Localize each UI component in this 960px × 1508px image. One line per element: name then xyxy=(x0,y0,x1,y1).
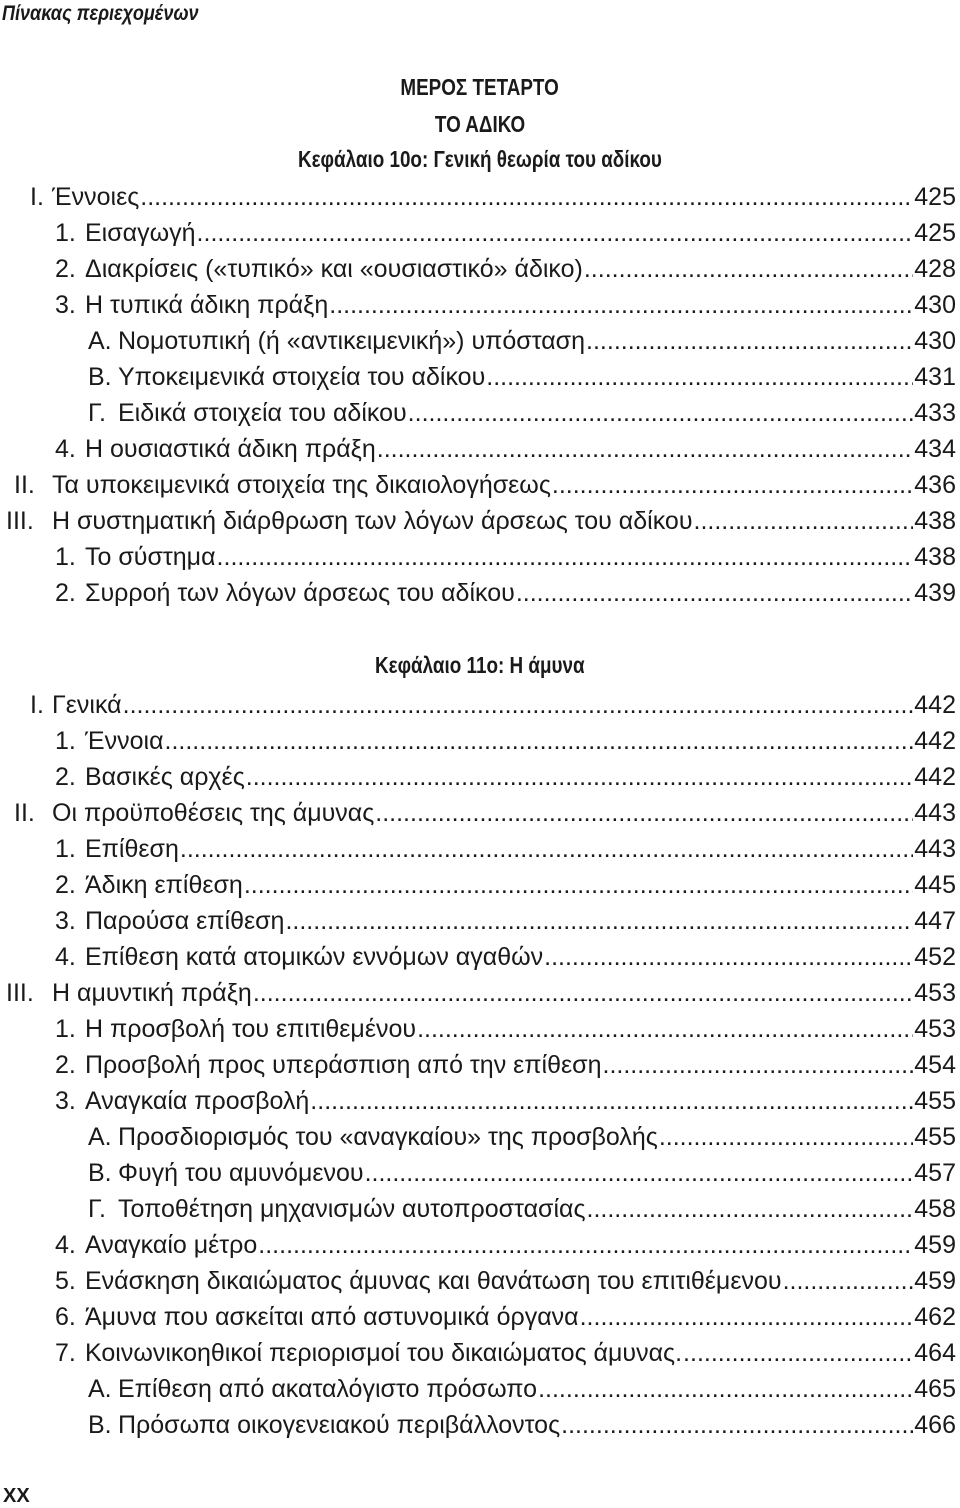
entry-page: 433 xyxy=(914,399,956,427)
entry-page: 428 xyxy=(914,255,956,283)
entry-page: 438 xyxy=(914,507,956,535)
dot-leader xyxy=(375,798,913,828)
dot-leader xyxy=(377,434,914,464)
entry-page: 442 xyxy=(914,727,956,755)
toc-entry xyxy=(88,1158,956,1188)
dot-leader xyxy=(580,1302,914,1332)
entry-page: 443 xyxy=(914,799,956,827)
entry-page: 459 xyxy=(914,1267,956,1295)
dot-leader xyxy=(538,1374,913,1404)
dot-leader xyxy=(552,470,913,500)
entry-title: Εισαγωγή xyxy=(85,219,196,247)
entry-title: Αναγκαία προσβολή xyxy=(85,1087,310,1115)
entry-number: Β. xyxy=(88,363,112,391)
entry-page: 434 xyxy=(914,435,956,463)
entry-page: 459 xyxy=(914,1231,956,1259)
toc-entry xyxy=(55,906,956,936)
entry-page: 454 xyxy=(914,1051,956,1079)
dot-leader xyxy=(417,1014,913,1044)
entry-number: 7. xyxy=(55,1339,76,1367)
entry-title: Η συστηματική διάρθρωση των λόγων άρσεως του αδίκου xyxy=(52,507,693,535)
dot-leader xyxy=(586,326,913,356)
entry-page: 464 xyxy=(914,1339,956,1367)
toc-entry xyxy=(88,326,956,356)
entry-page: 447 xyxy=(914,907,956,935)
toc-entry xyxy=(55,542,956,572)
dot-leader xyxy=(486,362,913,392)
dot-leader xyxy=(140,182,913,212)
dot-leader xyxy=(584,254,913,284)
toc-entry xyxy=(55,1086,956,1116)
entry-number: 3. xyxy=(55,1087,76,1115)
entry-title: Προσβολή προς υπεράσπιση από την επίθεση xyxy=(85,1051,602,1079)
entry-title: Διακρίσεις («τυπικό» και «ουσιαστικό» άδικο) xyxy=(85,255,583,283)
entry-title: Η ουσιαστικά άδικη πράξη xyxy=(85,435,376,463)
toc-entry xyxy=(14,470,956,500)
entry-number: 3. xyxy=(55,291,76,319)
entry-title: Ενάσκηση δικαιώματος άμυνας και θανάτωση του επιτιθέμενου xyxy=(85,1267,782,1295)
entry-page: 442 xyxy=(914,763,956,791)
entry-title: Φυγή του αμυνόμενου xyxy=(118,1159,364,1187)
toc-entry xyxy=(6,506,956,536)
dot-leader xyxy=(694,506,914,536)
entry-page: 438 xyxy=(914,543,956,571)
entry-number: 6. xyxy=(55,1303,76,1331)
entry-number: ΙΙΙ. xyxy=(6,979,34,1007)
entry-number: 4. xyxy=(55,943,76,971)
entry-title: Κοινωνικοηθικοί περιορισμοί του δικαιώματος άμυνας. xyxy=(85,1339,683,1367)
entry-title: Επίθεση xyxy=(85,835,179,863)
toc-entry xyxy=(55,1338,956,1368)
entry-number: Α. xyxy=(88,327,112,355)
dot-leader xyxy=(683,1338,913,1368)
toc-entry xyxy=(55,762,956,792)
entry-title: Άδικη επίθεση xyxy=(85,871,243,899)
entry-page: 442 xyxy=(914,691,956,719)
entry-title: Το σύστημα xyxy=(85,543,216,571)
dot-leader xyxy=(603,1050,914,1080)
entry-page: 430 xyxy=(914,327,956,355)
dot-leader xyxy=(544,942,913,972)
toc-entry xyxy=(55,834,956,864)
running-header: Πίνακας περιεχομένων xyxy=(2,2,199,25)
entry-number: 1. xyxy=(55,1015,76,1043)
toc-entry xyxy=(30,182,956,212)
entry-page: 465 xyxy=(914,1375,956,1403)
entry-page: 452 xyxy=(914,943,956,971)
entry-title: Συρροή των λόγων άρσεως του αδίκου xyxy=(85,579,515,607)
toc-entry xyxy=(55,726,956,756)
dot-leader xyxy=(253,978,913,1008)
entry-title: Η προσβολή του επιτιθεμένου xyxy=(85,1015,417,1043)
toc-entry xyxy=(88,1122,956,1152)
dot-leader xyxy=(180,834,913,864)
entry-number: Β. xyxy=(88,1411,112,1439)
toc-entry xyxy=(55,1014,956,1044)
entry-number: Γ. xyxy=(88,1195,106,1223)
entry-title: Προσδιορισμός του «αναγκαίου» της προσβολής xyxy=(118,1123,658,1151)
dot-leader xyxy=(285,906,913,936)
entry-page: 466 xyxy=(914,1411,956,1439)
dot-leader xyxy=(408,398,914,428)
entry-page: 457 xyxy=(914,1159,956,1187)
entry-title: Βασικές αρχές xyxy=(85,763,245,791)
entry-number: Α. xyxy=(88,1375,112,1403)
entry-number: ΙΙ. xyxy=(14,799,35,827)
entry-number: 1. xyxy=(55,219,76,247)
chapter-11-title: Κεφάλαιο 11ο: Η άμυνα xyxy=(375,652,585,678)
entry-page: 455 xyxy=(914,1123,956,1151)
dot-leader xyxy=(123,690,914,720)
page-number: XX xyxy=(3,1485,30,1507)
toc-entry xyxy=(55,254,956,284)
entry-title: Η τυπικά άδικη πράξη xyxy=(85,291,329,319)
entry-number: 2. xyxy=(55,1051,76,1079)
dot-leader xyxy=(246,762,914,792)
dot-leader xyxy=(329,290,913,320)
toc-entry xyxy=(55,1302,956,1332)
toc-entry xyxy=(6,978,956,1008)
entry-page: 445 xyxy=(914,871,956,899)
toc-entry xyxy=(88,398,956,428)
part-title: ΜΕΡΟΣ ΤΕΤΑΡΤΟ xyxy=(400,74,560,100)
toc-entry xyxy=(55,1266,956,1296)
entry-title: Επίθεση από ακαταλόγιστο πρόσωπο xyxy=(118,1375,538,1403)
entry-number: 4. xyxy=(55,1231,76,1259)
entry-number: 5. xyxy=(55,1267,76,1295)
entry-title: Αναγκαίο μέτρο xyxy=(85,1231,258,1259)
entry-title: Γενικά xyxy=(52,691,122,719)
dot-leader xyxy=(587,1194,914,1224)
entry-page: 455 xyxy=(914,1087,956,1115)
entry-number: Β. xyxy=(88,1159,112,1187)
entry-title: Παρούσα επίθεση xyxy=(85,907,285,935)
entry-number: Α. xyxy=(88,1123,112,1151)
entry-number: Γ. xyxy=(88,399,106,427)
dot-leader xyxy=(561,1410,913,1440)
entry-title: Έννοιες xyxy=(52,183,140,211)
entry-number: 2. xyxy=(55,871,76,899)
toc-entry xyxy=(14,798,956,828)
entry-title: Έννοια xyxy=(85,727,164,755)
toc-entry xyxy=(55,1230,956,1260)
entry-number: 3. xyxy=(55,907,76,935)
entry-page: 439 xyxy=(914,579,956,607)
entry-page: 453 xyxy=(914,1015,956,1043)
entry-title: Νομοτυπική (ή «αντικειμενική») υπόσταση xyxy=(118,327,586,355)
toc-entry xyxy=(88,1374,956,1404)
entry-page: 458 xyxy=(914,1195,956,1223)
entry-title: Τα υποκειμενικά στοιχεία της δικαιολογήσεως xyxy=(52,471,551,499)
entry-page: 443 xyxy=(914,835,956,863)
entry-number: 2. xyxy=(55,579,76,607)
entry-title: Πρόσωπα οικογενειακού περιβάλλοντος xyxy=(118,1411,561,1439)
entry-number: 4. xyxy=(55,435,76,463)
dot-leader xyxy=(783,1266,914,1296)
entry-number: ΙΙΙ. xyxy=(6,507,34,535)
entry-number: 1. xyxy=(55,835,76,863)
toc-entry xyxy=(55,870,956,900)
entry-page: 436 xyxy=(914,471,956,499)
toc-entry xyxy=(55,434,956,464)
entry-page: 425 xyxy=(914,219,956,247)
toc-entry xyxy=(55,218,956,248)
toc-entry xyxy=(55,290,956,320)
entry-number: 2. xyxy=(55,763,76,791)
dot-leader xyxy=(365,1158,914,1188)
toc-entry xyxy=(55,942,956,972)
entry-number: Ι. xyxy=(30,691,44,719)
entry-title: Επίθεση κατά ατομικών εννόμων αγαθών xyxy=(85,943,544,971)
dot-leader xyxy=(310,1086,913,1116)
dot-leader xyxy=(217,542,914,572)
dot-leader xyxy=(197,218,914,248)
entry-number: ΙΙ. xyxy=(14,471,35,499)
entry-title: Ειδικά στοιχεία του αδίκου xyxy=(118,399,407,427)
entry-title: Οι προϋποθέσεις της άμυνας xyxy=(52,799,375,827)
entry-title: Τοποθέτηση μηχανισμών αυτοπροστασίας xyxy=(118,1195,586,1223)
toc-entry xyxy=(55,578,956,608)
entry-page: 453 xyxy=(914,979,956,1007)
toc-entry xyxy=(30,690,956,720)
entry-page: 425 xyxy=(914,183,956,211)
toc-entry xyxy=(88,1194,956,1224)
entry-title: Άμυνα που ασκείται από αστυνομικά όργανα xyxy=(85,1303,579,1331)
toc-entry xyxy=(55,1050,956,1080)
dot-leader xyxy=(258,1230,913,1260)
chapter-10-title: Κεφάλαιο 10ο: Γενική θεωρία του αδίκου xyxy=(298,146,662,172)
toc-entry xyxy=(88,362,956,392)
toc-entry xyxy=(88,1410,956,1440)
entry-number: 1. xyxy=(55,543,76,571)
entry-number: 2. xyxy=(55,255,76,283)
entry-title: Υποκειμενικά στοιχεία του αδίκου xyxy=(118,363,486,391)
part-subtitle: ΤΟ ΑΔΙΚΟ xyxy=(434,111,526,137)
dot-leader xyxy=(244,870,913,900)
entry-number: Ι. xyxy=(30,183,44,211)
entry-page: 431 xyxy=(914,363,956,391)
entry-page: 462 xyxy=(914,1303,956,1331)
entry-page: 430 xyxy=(914,291,956,319)
dot-leader xyxy=(659,1122,913,1152)
entry-number: 1. xyxy=(55,727,76,755)
dot-leader xyxy=(516,578,913,608)
dot-leader xyxy=(165,726,914,756)
entry-title: Η αμυντική πράξη xyxy=(52,979,252,1007)
